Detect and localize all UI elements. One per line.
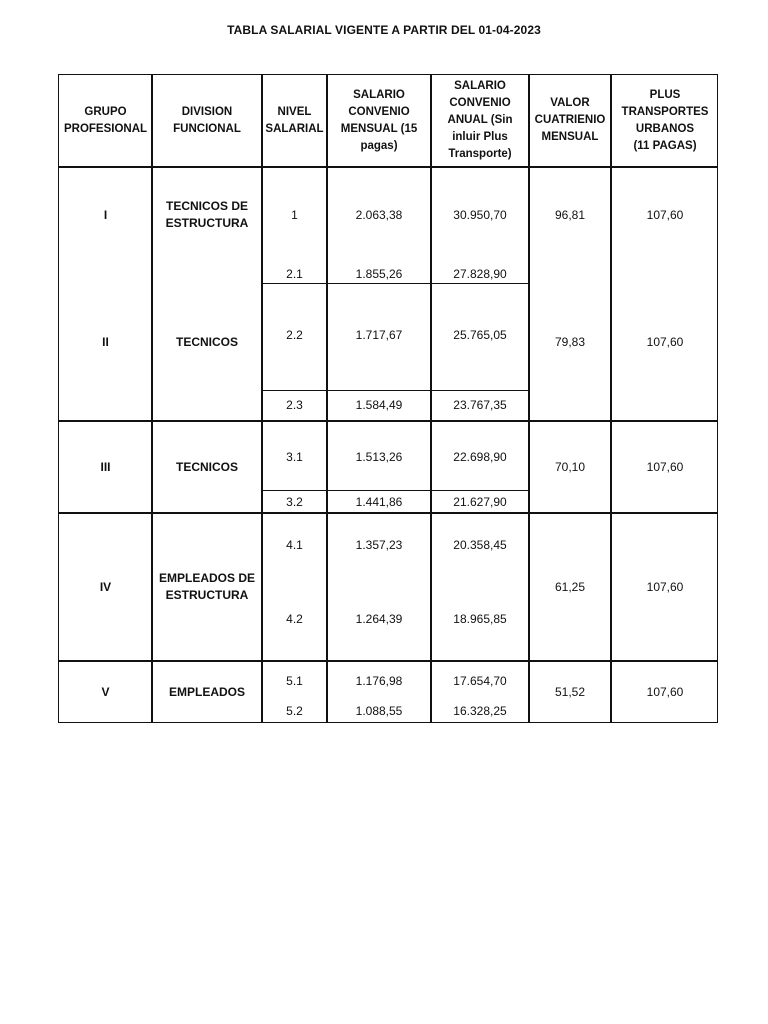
nivel-cell: 2.1 — [286, 266, 303, 281]
cuatrienio-cell: 51,52 — [554, 684, 586, 699]
nivel-cell: 2.2 — [286, 327, 303, 342]
salario-anual-cell: 27.828,90 — [453, 266, 507, 281]
nivel-cell: 4.1 — [286, 537, 303, 552]
group-cell: I — [103, 207, 108, 222]
division-cell: EMPLEADOS DE ESTRUCTURA — [158, 571, 255, 602]
level-divider — [261, 490, 529, 491]
cuatrienio-cell: 79,83 — [554, 334, 586, 349]
header-salario-anual: SALARIO CONVENIO ANUAL (Sin inluir Plus Transporte) — [447, 80, 513, 160]
salario-mensual-cell: 1.584,49 — [355, 397, 403, 412]
nivel-cell: 3.2 — [286, 494, 303, 509]
plus-cell: 107,60 — [646, 684, 684, 699]
col-divider — [151, 74, 153, 723]
level-divider — [261, 390, 529, 391]
salario-anual-cell: 22.698,90 — [453, 449, 507, 464]
division-cell: EMPLEADOS — [168, 684, 245, 699]
group-divider — [58, 660, 718, 662]
salario-mensual-cell: 1.717,67 — [355, 327, 403, 342]
header-nivel: NIVEL SALARIAL — [265, 105, 324, 135]
division-cell: TECNICOS — [175, 459, 238, 474]
col-divider — [528, 74, 530, 723]
division-cell: TECNICOS — [175, 334, 238, 349]
plus-cell: 107,60 — [646, 579, 684, 594]
nivel-cell: 5.2 — [286, 703, 303, 718]
nivel-cell: 5.1 — [286, 673, 303, 688]
group-cell: V — [101, 684, 110, 699]
salario-anual-cell: 23.767,35 — [453, 397, 507, 412]
col-divider — [610, 74, 612, 723]
plus-cell: 107,60 — [646, 459, 684, 474]
salario-anual-cell: 17.654,70 — [453, 673, 507, 688]
group-cell: III — [100, 459, 111, 474]
nivel-cell: 4.2 — [286, 611, 303, 626]
salario-mensual-cell: 1.855,26 — [355, 266, 403, 281]
plus-cell: 107,60 — [646, 334, 684, 349]
division-cell: TECNICOS DE ESTRUCTURA — [165, 199, 249, 230]
header-plus-transportes: PLUS TRANSPORTES URBANOS (11 PAGAS) — [621, 88, 709, 152]
salario-mensual-cell: 1.088,55 — [355, 703, 403, 718]
salario-mensual-cell: 1.513,26 — [355, 449, 403, 464]
cuatrienio-cell: 61,25 — [554, 579, 586, 594]
nivel-cell: 3.1 — [286, 449, 303, 464]
salario-anual-cell: 18.965,85 — [453, 611, 507, 626]
salario-anual-cell: 16.328,25 — [453, 703, 507, 718]
salario-anual-cell: 30.950,70 — [453, 207, 507, 222]
plus-cell: 107,60 — [646, 207, 684, 222]
header-grupo: GRUPO PROFESIONAL — [63, 105, 148, 135]
nivel-cell: 1 — [291, 207, 298, 222]
group-cell: IV — [99, 579, 112, 594]
page-title: TABLA SALARIAL VIGENTE A PARTIR DEL 01-04-2023 — [227, 23, 541, 37]
salario-anual-cell: 25.765,05 — [453, 327, 507, 342]
salario-mensual-cell: 1.176,98 — [355, 673, 403, 688]
salario-anual-cell: 20.358,45 — [453, 537, 507, 552]
nivel-cell: 2.3 — [286, 397, 303, 412]
salario-mensual-cell: 1.441,86 — [355, 494, 403, 509]
header-salario-mensual: SALARIO CONVENIO MENSUAL (15 pagas) — [340, 88, 418, 152]
group-divider — [58, 512, 718, 514]
group-divider — [58, 420, 718, 422]
header-division: DIVISION FUNCIONAL — [173, 105, 241, 135]
salario-mensual-cell: 2.063,38 — [355, 207, 403, 222]
cuatrienio-cell: 70,10 — [554, 459, 586, 474]
header-bottom-line — [58, 166, 718, 168]
group-cell: II — [102, 334, 109, 349]
salario-mensual-cell: 1.357,23 — [355, 537, 403, 552]
salario-mensual-cell: 1.264,39 — [355, 611, 403, 626]
header-cuatrienio: VALOR CUATRIENIO MENSUAL — [534, 97, 606, 143]
salario-anual-cell: 21.627,90 — [453, 494, 507, 509]
cuatrienio-cell: 96,81 — [554, 207, 586, 222]
